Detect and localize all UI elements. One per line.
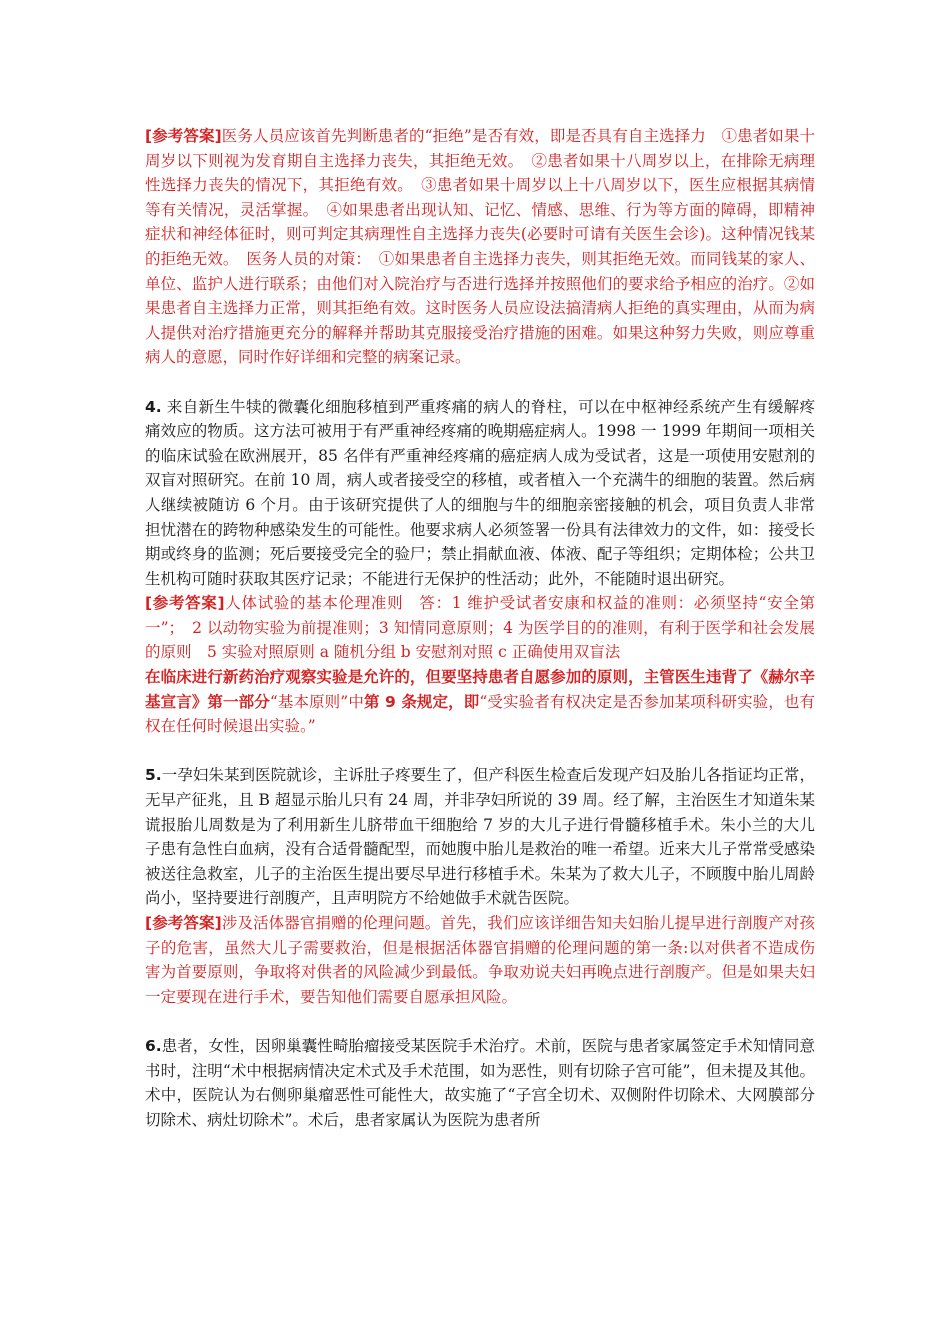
answer-tag: [参考答案] [145, 914, 222, 932]
answer-paragraph-5 [145, 911, 815, 1009]
question-number: 6. [145, 1036, 162, 1055]
question-number: 4. [145, 397, 162, 416]
question-number: 5. [145, 766, 162, 785]
emphasis-text-d: “受实验者有权决定是否参加某项科研实验，也有权在任何时候退出实验。” [145, 692, 815, 736]
question-6 [145, 1034, 815, 1132]
question-4 [145, 395, 815, 592]
answer-paragraph-4 [145, 591, 815, 665]
answer-text: 人体试验的基本伦理准则 答：1 维护受试者安康和权益的准则：必须坚持“安全第一”； 2 以动物实验为前提准则；3 知情同意原则；4 为医学目的的准则，有利于医学和社会发展的原则 5 实验对照原则 a 随机分组 b 安慰剂对照 c 正确使用双盲法 [145, 594, 815, 662]
emphasis-text-a: 在临床进行新药治疗观察实验是允许的，但要坚持患者自愿参加的原则，主管医生违背了《赫尔辛基宣言》第一部分 [145, 668, 815, 711]
answer-emphasis-4 [145, 665, 815, 739]
answer-tag: [参考答案] [145, 594, 225, 613]
paragraph-gap [145, 1009, 815, 1034]
question-text: 来自新生牛犊的微囊化细胞移植到严重疼痛的病人的脊柱，可以在中枢神经系统产生有缓解疼痛效应的物质。这方法可被用于有严重神经疼痛的晚期癌症病人。1998 一 1999 年期间一项相关的临床试验在欧洲展开，85 名伴有严重神经疼痛的癌症病人成为受试者，这是一项使用安慰剂的双盲对照研究。在前 10 周，病人或者接受空的移植，或者植入一个充满牛的细胞的装置。然后病人继续被随访 6 个月。由于该研究提供了人的细胞与牛的细胞亲密接触的机会，项目负责人非常担忧潜在的跨物种感染发生的可能性。他要求病人必须签署一份具有法律效力的文件，如：接受长期或终身的监测；死后要接受完全的验尸；禁止捐献血液、体液、配子等组织；定期体检；公共卫生机构可随时获取其医疗记录；不能进行无保护的性活动；此外，不能随时退出研究。 [145, 397, 815, 588]
question-text: 患者，女性，因卵巢囊性畸胎瘤接受某医院手术治疗。术前，医院与患者家属签定手术知情同意书时，注明“术中根据病情决定术式及手术范围，如为恶性，则有切除子宫可能”，但未提及其他。术中，医院认为右侧卵巢瘤恶性可能性大，故实施了“子宫全切术、双侧附件切除术、大网膜部分切除术、病灶切除术”。术后，患者家属认为医院为患者所 [145, 1036, 815, 1129]
paragraph-gap [145, 739, 815, 764]
answer-text: 医务人员应该首先判断患者的“拒绝”是否有效，即是否具有自主选择力 ①患者如果十周岁以下则视为发育期自主选择力丧失，其拒绝无效。 ②患者如果十八周岁以上，在排除无病理性选择力丧失的情况下，其拒绝有效。 ③患者如果十周岁以上十八周岁以下，医生应根据其病情等有关情况，灵活掌握。 ④如果患者出现认知、记忆、情感、思维、行为等方面的障碍，即精神症状和神经体征时，则可判定其病理性自主选择力丧失(必要时可请有关医生会诊)。这种情况钱某的拒绝无效。 医务人员的对策： ①如果患者自主选择力丧失，则其拒绝无效。而同钱某的家人、单位、监护人进行联系；由他们对入院治疗与否进行选择并按照他们的要求给予相应的治疗。②如果患者自主选择力正常，则其拒绝有效。这时医务人员应设法搞清病人拒绝的真实理由，从而为病人提供对治疗措施更充分的解释并帮助其克服接受治疗措施的困难。如果这种努力失败，则应尊重病人的意愿，同时作好详细和完整的病案记录。 [145, 127, 815, 367]
answer-tag: [参考答案] [145, 127, 222, 145]
emphasis-text-b: “基本原则”中 [269, 692, 364, 711]
emphasis-text-c: 第 9 条规定，即 [363, 692, 480, 711]
question-5 [145, 763, 815, 911]
document-page [145, 124, 815, 1132]
question-text: 一孕妇朱某到医院就诊，主诉肚子疼要生了，但产科医生检查后发现产妇及胎儿各指证均正常，无早产征兆，且 B 超显示胎儿只有 24 周，并非孕妇所说的 39 周。经了解，主治医生才知道朱某谎报胎儿周数是为了利用新生儿脐带血干细胞给 7 岁的大儿子进行骨髓移植手术。朱小兰的大儿子患有急性白血病，没有合适骨髓配型，而她腹中胎儿是救治的唯一希望。近来大儿子常常受感染被送往急救室，儿子的主治医生提出要尽早进行移植手术。朱某为了救大儿子，不顾腹中胎儿周龄尚小，坚持要进行剖腹产，且声明院方不给她做手术就告医院。 [145, 766, 815, 908]
answer-paragraph-3 [145, 124, 815, 370]
paragraph-gap [145, 370, 815, 395]
answer-text: 涉及活体器官捐赠的伦理问题。首先，我们应该详细告知夫妇胎儿提早进行剖腹产对孩子的危害，虽然大儿子需要救治，但是根据活体器官捐赠的伦理问题的第一条:以对供者不造成伤害为首要原则，争取将对供者的风险减少到最低。争取劝说夫妇再晚点进行剖腹产。但是如果夫妇一定要现在进行手术，要告知他们需要自愿承担风险。 [145, 914, 815, 1006]
